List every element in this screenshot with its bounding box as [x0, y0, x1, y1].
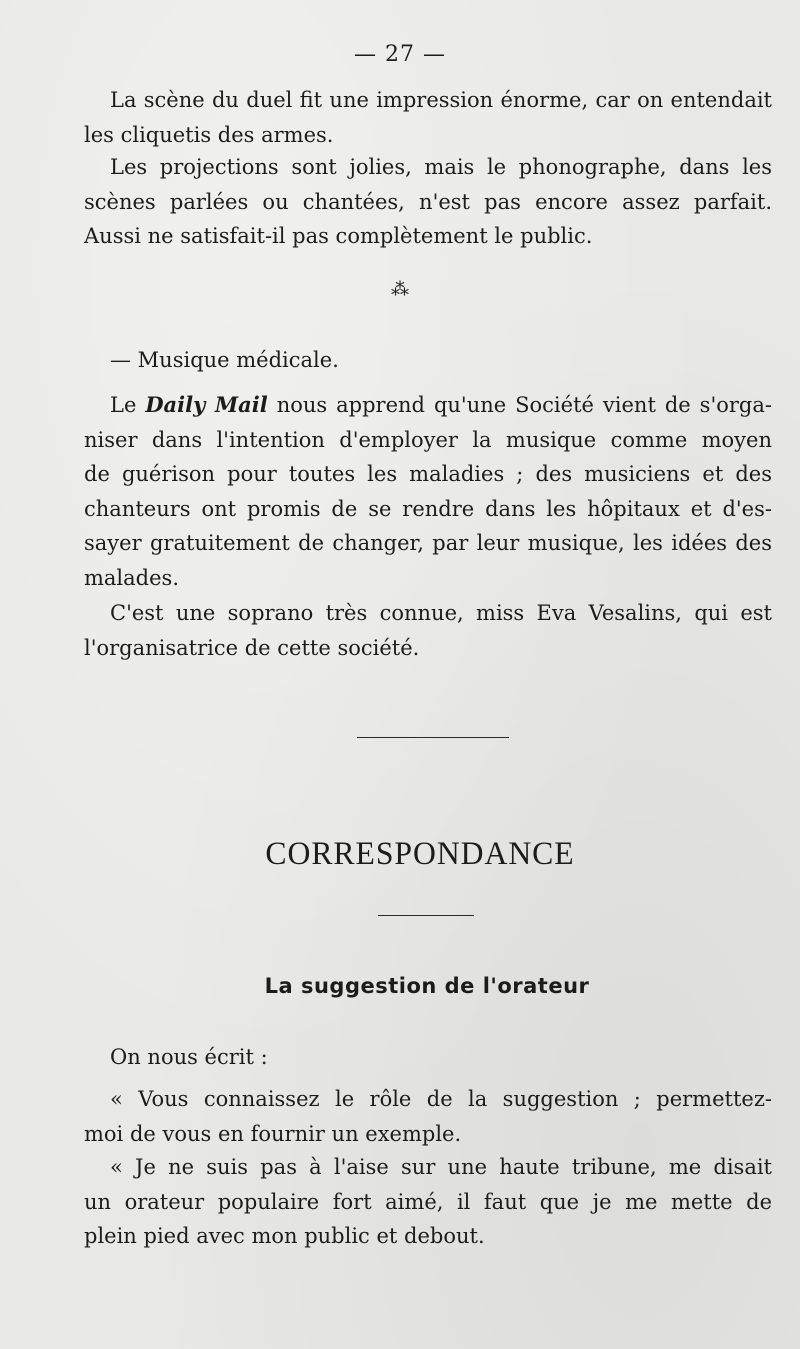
horizontal-rule	[357, 737, 509, 738]
text-line: les cliquetis des armes.	[84, 122, 334, 147]
text-line: scènes parlées ou chantées, n'est pas encore assez parfait.	[84, 189, 772, 214]
paragraph-soprano	[84, 596, 772, 665]
text-line: On nous écrit :	[110, 1045, 268, 1069]
asterism-separator: ⁂	[391, 279, 409, 300]
text-line: « Je ne suis pas à l'aise sur une haute tribune, me disait	[110, 1155, 772, 1179]
text-line: plein pied avec mon public et debout.	[84, 1224, 485, 1248]
text-line: chanteurs ont promis de se rendre dans les hôpitaux et d'es-	[84, 496, 772, 521]
page-number: — 27 —	[354, 42, 446, 67]
text-line: malades.	[84, 565, 179, 590]
text-line: niser dans l'intention d'employer la musique comme moyen	[84, 427, 772, 452]
text-line: La scène du duel fit une impression énorme, car on entendait	[110, 88, 772, 112]
letter-intro	[84, 1040, 772, 1075]
text-line: Les projections sont jolies, mais le phonographe, dans les	[110, 155, 772, 179]
text-line: moi de vous en fournir un exemple.	[84, 1121, 462, 1146]
text-line: — Musique médicale.	[110, 348, 339, 372]
text-line: C'est une soprano très connue, miss Eva Vesalins, qui est	[110, 601, 772, 625]
section-musique-medicale-title	[84, 343, 772, 378]
letter-paragraph-2	[84, 1150, 772, 1254]
text-line: l'organisatrice de cette société.	[84, 635, 420, 660]
section-title: CORRESPONDANCE	[265, 836, 575, 872]
article-subtitle: La suggestion de l'orateur	[264, 974, 590, 998]
horizontal-rule	[378, 915, 474, 916]
text-line: de guérison pour toutes les maladies ; des musiciens et des	[84, 462, 772, 486]
paragraph-duel	[84, 83, 772, 152]
text-line: « Vous connaissez le rôle de la suggestion ; permettez-	[110, 1087, 772, 1111]
text-line: sayer gratuitement de changer, par leur musique, les idées des	[84, 531, 772, 555]
paragraph-daily-mail	[84, 388, 772, 595]
text-line: Le Daily Mail nous apprend qu'une Société vient de s'orga-	[110, 392, 772, 417]
paragraph-projections	[84, 150, 772, 254]
letter-paragraph-1	[84, 1082, 772, 1151]
text-line: Aussi ne satisfait-il pas complètement le public.	[84, 224, 593, 248]
newspaper-name: Daily Mail	[145, 392, 268, 417]
text-line: un orateur populaire fort aimé, il faut que je me mette de	[84, 1189, 772, 1214]
